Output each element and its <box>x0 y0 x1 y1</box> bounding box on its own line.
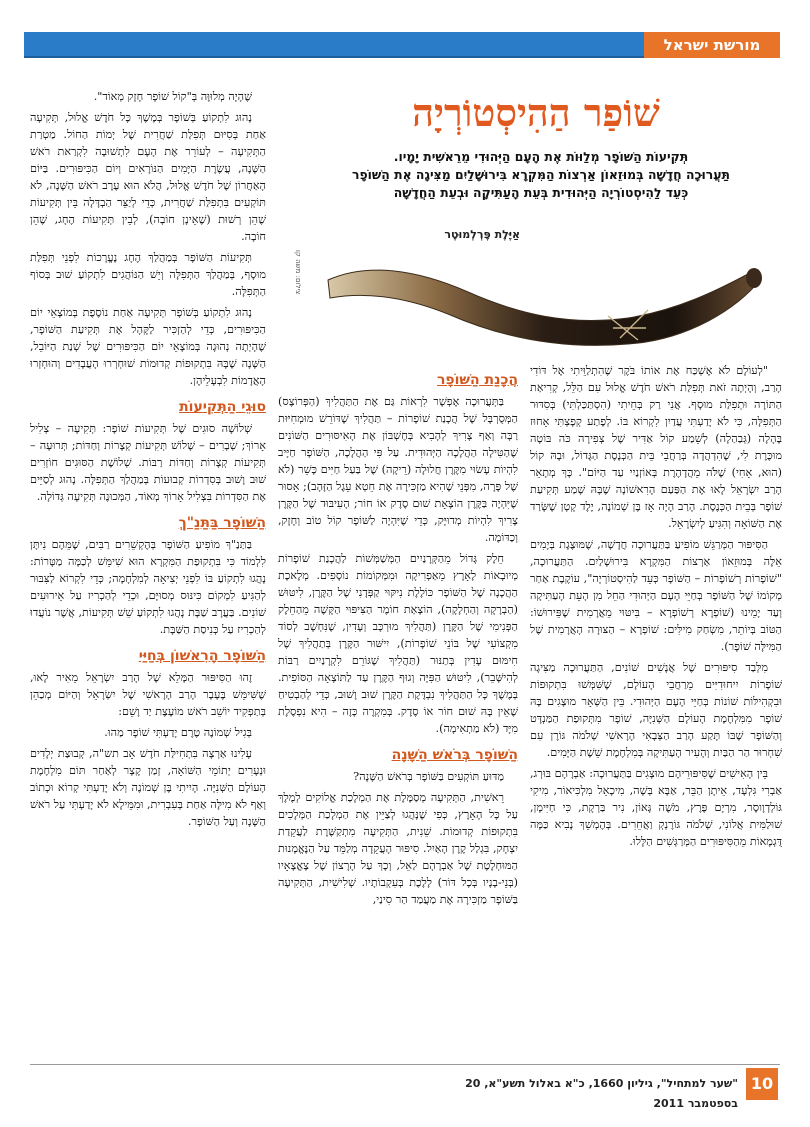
section-heading: סוּגֵי הַתְּקִיעוֹת <box>179 399 266 415</box>
paragraph: בַּתְּעֲרוּכָה אֶפְשָׁר לִרְאוֹת גַּם אֶת הַתַּהֲלִיךְ (הַפְּרוֹצֶס) הַמְּסֻרְבָּל שֶׁל הֲכָנַת שׁוֹפָרוֹת – תַּהֲלִיךְ שֶׁדּוֹרֵשׁ מוּמְחִיּוּת רַבָּה וְאַף צָרִיךְ לְהָבִיא בְּחֶשְׁבּוֹן אֶת הָאִיסּוּרִים הַשּׁוֹנִים שֶׁהַטִּילָה הַהֲלָכָה הַיְּהוּדִית. עַל פִּי הַהֲלָכָה, הַשּׁוֹפָר חַיָּיב לִהְיוֹת עָשׂוּי מִקֶּרֶן חֲלוּלָה (רֵיקָה) שֶׁל בַּעַל חַיִּים כָּשֵׁר (לֹא שֶׁל פָּרָה, מִפְּנֵי שֶׁהִיא מַזְכִּירָה אֶת חֵטְא עֵגֶל הַזָּהָב); אָסוּר שֶׁיִּהְיֶה בַּקֶּרֶן הוֹצָאָת שׁוּם סֶדֶק אוֹ חוֹר; הָעִיבּוּד שֶׁל הַקֶּרֶן צָרִיךְ לִהְיוֹת מְדוּיָּק, כְּדֵי שֶׁיִּהְיֶה לַשּׁוֹפָר קוֹל טוֹב וְחָזָק, וְכַדּוֹמֶה. <box>278 395 518 544</box>
paragraph: בְּגִיל שְׁמוֹנֶה טֶרֶם יָדַעְתִּי שׁוֹפָר מַהוּ. <box>104 726 252 739</box>
column-right <box>530 362 782 1062</box>
section-heading: הֲכָנַת הַשּׁוֹפָר <box>436 372 518 388</box>
subtitle-line: תַּעֲרוּכָה חֲדָשָׁה בְּמוּזֵאוֹן אַרְצוֹת הַמִּקְרָא בִּירוּשָׁלַיִם מַצִּיגָה אֶת הַשּׁוֹפָר <box>352 167 730 182</box>
column-left <box>30 88 266 1060</box>
photo-credit: צילום: משה קו <box>294 250 302 295</box>
paragraph: מִלְּבַד סִיפּוּרִים שֶׁל אֲנָשִׁים שׁוֹנִים, הַתַּעֲרוּכָה מַצִּיגָה שׁוֹפָרוֹת יִיחוּדִיִּים מֵרַחֲבֵי הָעוֹלָם, שֶׁשִּׁמְּשׁוּ בִּתְקוּפוֹת וּבִקְהִילּוֹת שׁוֹנוֹת בְּחַיֵּי הָעָם הַיְּהוּדִי. בֵּין הַשְּׁאָר מוּצָגִים בָּהּ שׁוֹפָר מִמִּלְחֶמֶת הָעוֹלָם הַשְּׁנִיָּה, שׁוֹפָר מִתְּקוּפַת הַמַּנְדָּט וְהַשּׁוֹפָר שֶׁבּוֹ תָּקַע הָרַב הַצְּבָאִי הָרָאשִׁי שְׁלֹמֹה גּוֹרֶן עִם שִׁחְרוּר הַר הַבַּיִת וְהָעִיר הָעַתִּיקָה בְּמִלְחֶמֶת שֵׁשֶׁת הַיָּמִים. <box>530 661 782 759</box>
paragraph: חֵלֶק גָּדוֹל מֵהַקְּרָנַיִים הַמְּשַׁמְּשׁוֹת לַהֲכָנַת שׁוֹפָרוֹת מְיוּבָאוֹת לָאָרֶץ מֵאַפְרִיקָה וּמִמְּקוֹמוֹת נוֹסָפִים. מְלֶאכֶת הַהֲכָנָה שֶׁל הַשּׁוֹפָר כּוֹלֶלֶת נִיקּוּי קַפְּדָנִי שֶׁל הַקֶּרֶן, לִיטּוּשׁ (הַבְרָקָה וְהַחְלָקָה), הוֹצָאַת חוֹמֶר הַצִּיפּוּי הַקָּשֶׁה מֵהַחֵלֶק הַפְּנִימִי שֶׁל הַקֶּרֶן (תַּהֲלִיךְ מוּרְכָּב וְעָדִין, שֶׁנִּחְשָׁב לְסוֹד מִקְצוֹעִי שֶׁל בּוֹנֵי שׁוֹפָרוֹת), יִישּׁוּר הַקֶּרֶן בְּתַהֲלִיךְ שֶׁל חִימּוּם עָדִין בְּתַנּוּר (תַּהֲלִיךְ שֶׁגּוֹרֵם לִקְרָנַיִים רַבּוֹת לְהִישָּׁבֵר), לִיטּוּשׁ הַפִּיָּה וְגוּף הַקֶּרֶן עַד לַתּוֹצָאָה הַסּוֹפִית. בְּמֶשֶׁךְ כָּל הַתַּהֲלִיךְ נִבְדֶּקֶת הַקֶּרֶן שׁוּב וָשׁוּב, כְּדֵי לְהַבְטִיחַ שֶׁאֵין בָּהּ שׁוּם חוֹר אוֹ סֶדֶק. בְּמִקְרֶה כָּזֶה – הִיא נִפְסֶלֶת מִיָּד (לֹא מַתְאִימָה). <box>278 552 518 735</box>
subtitle-line: כְּעֵד לַהִיסְטוֹרְיָה הַיְּהוּדִית בְּעֵת הָעַתִּיקָה וּבְעֵת הַחֲדָשָׁה <box>393 185 689 200</box>
paragraph: "לְעוֹלָם לֹא אֶשְׁכַּח אֶת אוֹתוֹ בֹּקֶר שֶׁהִתְלַוֵּיתִי אֶל דּוֹדִי הָרַב, וְהָיְתָה זֹאת תְּפִלַּת רֹאשׁ חֹדֶשׁ אֱלוּל עִם הַלֵּל, קְרִיאַת הַתּוֹרָה וּתְפִלַּת מוּסָף. אֲנִי רַק בְּחֵיתִי (הִסְתַּכַּלְתִּי) בְּסִדּוּר הַתְּפִלָּה, כִּי לֹא יָדַעְתִּי עֲדַיִן לִקְרוֹא בּוֹ. לְפֶתַע קְפָצְתִּי אָחוּז בֶּהָלָה (גְּבַהַלָה) לְשֵׁמַע קוֹל אַדִּיר שֶׁל צְפִירָה כֹּה בּוֹטָה מוּכֶּרֶת לִי, שֶׁהִדְהֲדָה בְּרַחֲבֵי בֵּית הַכְּנֶסֶת הַגָּדוֹל, וּבָהּ קוֹל (הוּא, אָחִי) שֶׁלֹּה מֵהֲדָהֶרֶת בְּאוֹזְנַיִי עַד הַיּוֹם". כָּךְ מְתָאֵר הָרַב יִשְׂרָאֵל לָאוּ אֶת הַפַּעַם הָרִאשׁוֹנָה שֶׁבָּהּ שָׁמַע תְּקִיעַת שׁוֹפָר בְּבֵית הַכְּנֶסֶת. הָרַב הָיָה אָז בֶּן שְׁמוֹנֶה, יֶלֶד קָטָן שֶׁשָּׂרַד אֶת הַשּׁוֹאָה וְהִגִּיעַ לְיִשְׂרָאֵל. <box>530 364 782 530</box>
paragraph: נָהוּג לִתְקוֹעַ בְּשׁוֹפָר תְּקִיעָה אַחַת נוֹסֶפֶת בְּמוֹצָאֵי יוֹם הַכִּיפּוּרִים, כְּדֵי לְהַזְכִּיר לַקָּהָל אֶת תְּקִיעַת הַשּׁוֹפָר, שֶׁהָיְתָה נְהוּגָה בְּמוֹצָאֵי יוֹם הַכִּיפּוּרִים שֶׁל שְׁנַת הַיּוֹבֵל, הַשָּׁנָה שֶׁבָּהּ בִּתְקוּפוֹת קְדוּמוֹת שׁוּחְרְרוּ הָעֲבָדִים וְהוּחְזְרוּ הָאֲדָמוֹת לִבְעָלֵיהֶן. <box>30 306 266 387</box>
paragraph: שְׁלוֹשָׁה סוּגִים שֶׁל תְּקִיעוֹת שׁוֹפָר: תְּקִיעָה – צְלִיל אָרוֹךְ; שְׁבָרִים – שָׁלוֹשׁ תְּקִיעוֹת קְצָרוֹת וְחַדּוֹת; תְּרוּעָה – תְּקִיעוֹת קְצָרוֹת וְחַדּוֹת רַבּוֹת. שְׁלוֹשֶׁת הַסּוּגִים חוֹזְרִים שׁוּב וָשׁוּב בְּסִדְרוֹת קְבוּעוֹת בְּמַהֲלַךְ הַתְּפִלָּה. נָהוּג לְסַיֵּים אֶת הַסִּדְרוֹת בִּצְלִיל אָרוֹךְ מְאוֹד, הַמְּכוּנֶה תְּקִיעָה גְּדוֹלָה. <box>30 422 266 503</box>
column-middle <box>278 362 518 1062</box>
section-heading: הַשּׁוֹפָר בְּרֹאשׁ הַשָּׁנָה <box>391 747 518 763</box>
article-subtitle <box>306 148 776 202</box>
article-title: שׁוֹפַר הַהִיסְטוֹרְיָה <box>412 90 660 135</box>
paragraph: עָלִינוּ אַרְצָה בִּתְחִילַּת חֹדֶשׁ אָב תש"ה, קְבוּצַת יְלָדִים וּנְעָרִים יְתוֹמֵי הַשּׁוֹאָה, זְמַן קָצָר לְאַחַר תּוֹם מִלְחֶמֶת הָעוֹלָם הַשְּׁנִיָּה. הָיִיתִי בֶּן שְׁמוֹנֶה וְלֹא יָדַעְתִּי קְרוֹא וּכְתוֹב וְאַף לֹא מִילָּה אַחַת בְּעִבְרִית, וּמִמֵּילָא לֹא יָדַעְתִּי עַל רֹאשׁ הַשָּׁנָה וְעַל הַשּׁוֹפָר. <box>30 747 266 828</box>
paragraph: רֵאשִׁית, הַתְּקִיעָה מְסַמֶּלֶת אֶת הַמְלָכַת אֱלוֹקִים לְמֶלֶךְ עַל כָּל הָאָרֶץ, כְּפִי שֶׁנָּהֲגוּ לְצַיֵּין אֶת הַמְלָכַת הַמְּלָכִים בִּתְקוּפוֹת קְדוּמוֹת. שֵׁנִית, הַתְּקִיעָה מִתְקַשֶּׁרֶת לַעֲקֵדַת יִצְחָק, בִּגְלַל קֶרֶן הָאַיִל. סִיפּוּר הָעֲקֵדָה מְלַמֵּד עַל הַנֶּאֱמָנוּת הַמּוּחְלֶטֶת שֶׁל אַבְרָהָם לַאֵל, וְכָךְ עַל הָרָצוֹן שֶׁל צֶאֱצָאָיו (בְּנֵי-בָנָיו בְּכָל דּוֹר) לָלֶכֶת בְּעִקְבוֹתָיו. שְׁלִישִׁית, הַתְּקִיעָה בַּשּׁוֹפָר מַזְכִּירָה אֶת מַעֲמַד הַר סִינַי, <box>278 791 518 906</box>
paragraph: מַדּוּעַ תּוֹקְעִים בַּשּׁוֹפָר בְּרֹאשׁ הַשָּׁנָה? <box>353 770 504 783</box>
footer-citation: "שער למתחיל", גיליון 1660, כ"א באלול תשע"א, 20 בספטמבר 2011 <box>465 1077 738 1110</box>
paragraph: בֵּין הָאִישִׁים שֶׁסִּיפּוּרֵיהֶם מוּצָגִים בַּתַּעֲרוּכָה: אַבְרָהָם בּוּרְג, אַבְרִי גִּלְעָד, אֵיתָן הַבֵּר, אַבָּא בְּשָׁה, מִיכָאֵל מִלְכִּיאוֹר, מִיקִי גּוֹלְדְוָוסֶר, מִרְיָם פֶּרֶץ, מֹשֶׁה גָּאוֹן, נִיר בַּרְקָת, כִּי חַיִּימָן, שׁוּלַמִּית אֲלוֹנִי, שְׁלֹמֹה גּוֹרֶנְקְ וַאֲחֵרִים. בְּהֶמְשֵׁךְ נָבִיא כַּמָּה דֻּגְמָאוֹת מֵהַסִּיפּוּרִים הַמְּרַגְּשִׁים הַלָּלוּ. <box>530 767 782 848</box>
paragraph: תְּקִיעוֹת הַשּׁוֹפָר בְּמַהֲלַךְ הֶחָג נֶעֱרָכוֹת לִפְנֵי תְּפִלַּת מוּסָף, בְּמַהֲלַךְ הַתְּפִלָּה וְיֵשׁ הַנּוֹהֲגִים לִתְקוֹעַ שׁוּב בְּסוֹף הַתְּפִלָּה. <box>30 251 266 298</box>
paragraph: הַסִּיפּוּר הַמְּרַגֵּשׁ מוֹפִיעַ בַּתַּעֲרוּכָה חֲדָשָׁה, שֶׁמּוּצֶגֶת בְּיָמִים אֵלֶּה בְּמוּזֵאוֹן אַרְצוֹת הַמִּקְרָא בִּירוּשָׁלַיִם. הַתַּעֲרוּכָה, "שׁוֹפָרוֹת רְשׁוֹפָרוֹת – הַשּׁוֹפָר כְּעֵד לַהִיסְטוֹרְיָה", עוֹקֶבֶת אַחַר מְקוֹמוֹ שֶׁל הַשּׁוֹפָר בְּחַיֵּי הָעָם הַיְּהוּדִי הַחֵל מִן הָעֵת הָעַתִּיקָה וְעַד יָמֵינוּ (שׁוֹפְרָא רְשׁוֹפְרָא – בִּיטּוּי מֵאֲרָמִית שֶׁפֵּירוּשׁוֹ: הַטּוֹב בְּיוֹתֵר, מִשְׂחַק מִילִּים: שׁוֹפְרָא – הַצּוּרָה הָאֲרָמִית שֶׁל הַמִּילָּה שׁוֹפָר). <box>530 538 782 653</box>
footer-divider <box>30 1064 780 1065</box>
paragraph: נָהוּג לִתְקוֹעַ בְּשׁוֹפָר בְּמֶשֶׁךְ כָּל חֹדֶשׁ אֱלוּל, תְּקִיעָה אַחַת בְּסִיּוּם תְּפִלַּת שַׁחֲרִית שֶׁל יְמוֹת הַחוֹל. מַטְרַת הַתְּקִיעָה – לְעוֹרֵר אֶת הָעָם לִתְשׁוּבָה לִקְרַאת רֹאשׁ הַשָּׁנָה, עֲשֶׂרֶת הַיָּמִים הַנּוֹרָאִים וְיוֹם הַכִּיפּוּרִים. בַּיּוֹם הָאַחֲרוֹן שֶׁל חֹדֶשׁ אֱלוּל, הֲלֹא הוּא עֶרֶב רֹאשׁ הַשָּׁנָה, לֹא תּוֹקְעִים בִּתְפִלַּת שַׁחֲרִית, כְּדֵי לְיַצֵּר הַבְדָּלָה בֵּין תְּקִיעוֹת שֶׁהֵן רְשׁוּת (שֶׁאֵינָן חוֹבָה), לְבֵין תְּקִיעוֹת הֶחָג, שֶׁהֵן חוֹבָה. <box>30 111 266 243</box>
page-number: 10 <box>746 1068 778 1100</box>
section-heading: הַשּׁוֹפָר הָרִאשׁוֹן בְּחַיַּי <box>138 648 266 664</box>
subtitle-line: תְּקִיעוֹת הַשּׁוֹפָר מְלַוּוֹת אֶת הָעָם הַיְּהוּדִי מֵרֵאשִׁית יָמָיו. <box>393 149 689 164</box>
author-byline: אַיֶּלֶת פֶּרְלְמוּטֶר <box>444 228 520 241</box>
paragraph: שֶׁהָיָה מְלוּוֶּה בְּ"קוֹל שׁוֹפָר חָזָק מְאוֹד". <box>93 90 252 103</box>
section-label: מורשת ישראל <box>644 32 780 58</box>
paragraph: זֶהוּ הַסִּיפּוּר הַמָּלֵא שֶׁל הָרַב יִשְׂרָאֵל מֵאִיר לָאוּ, שֶׁשִּׁימֵּשׁ בֶּעָבָר הָרַב הָרָאשִׁי שֶׁל יִשְׂרָאֵל וְהַיּוֹם מְכַהֵן בְּתַפְקִיד יוֹשֵׁב רֹאשׁ מוֹעֶצֶת יַד וָשֵׁם: <box>30 671 266 718</box>
shofar-image <box>308 240 778 358</box>
paragraph: בַּתַּנַ"ךְ מוֹפִיעַ הַשּׁוֹפָר בְּהֶקְשֵׁרִים רַבִּים, שֶׁמֵּהֶם נִיתָּן לִלְמוֹד כִּי בִּתְקוּפַת הַמִּקְרָא הוּא שִׁימֵּשׁ לְכַמָּה מַטָּרוֹת: נָהֲגוּ לִתְקוֹעַ בּוֹ לִפְנֵי יְצִיאָה לְמִלְחָמָה; כְּדֵי לִקְרוֹא לַצִּבּוּר לְהַגִּיעַ לִמְקוֹם כִּינּוּס מְסוּיָּם, וּכְדֵי לְהַכְרִיז עַל אֵירוּעִים שׁוֹנִים. בַּעֲרָב שַׁבָּת נָהֲגוּ לִתְקוֹעַ שֵׁשׁ תְּקִיעוֹת, אֲשֶׁר נוֹעֲדוּ לְהַכְרִיז עַל כְּנִיסַת הַשַּׁבָּת. <box>30 538 266 636</box>
section-heading: הַשּׁוֹפָר בַּתַּנַ"ךְ <box>178 515 266 531</box>
